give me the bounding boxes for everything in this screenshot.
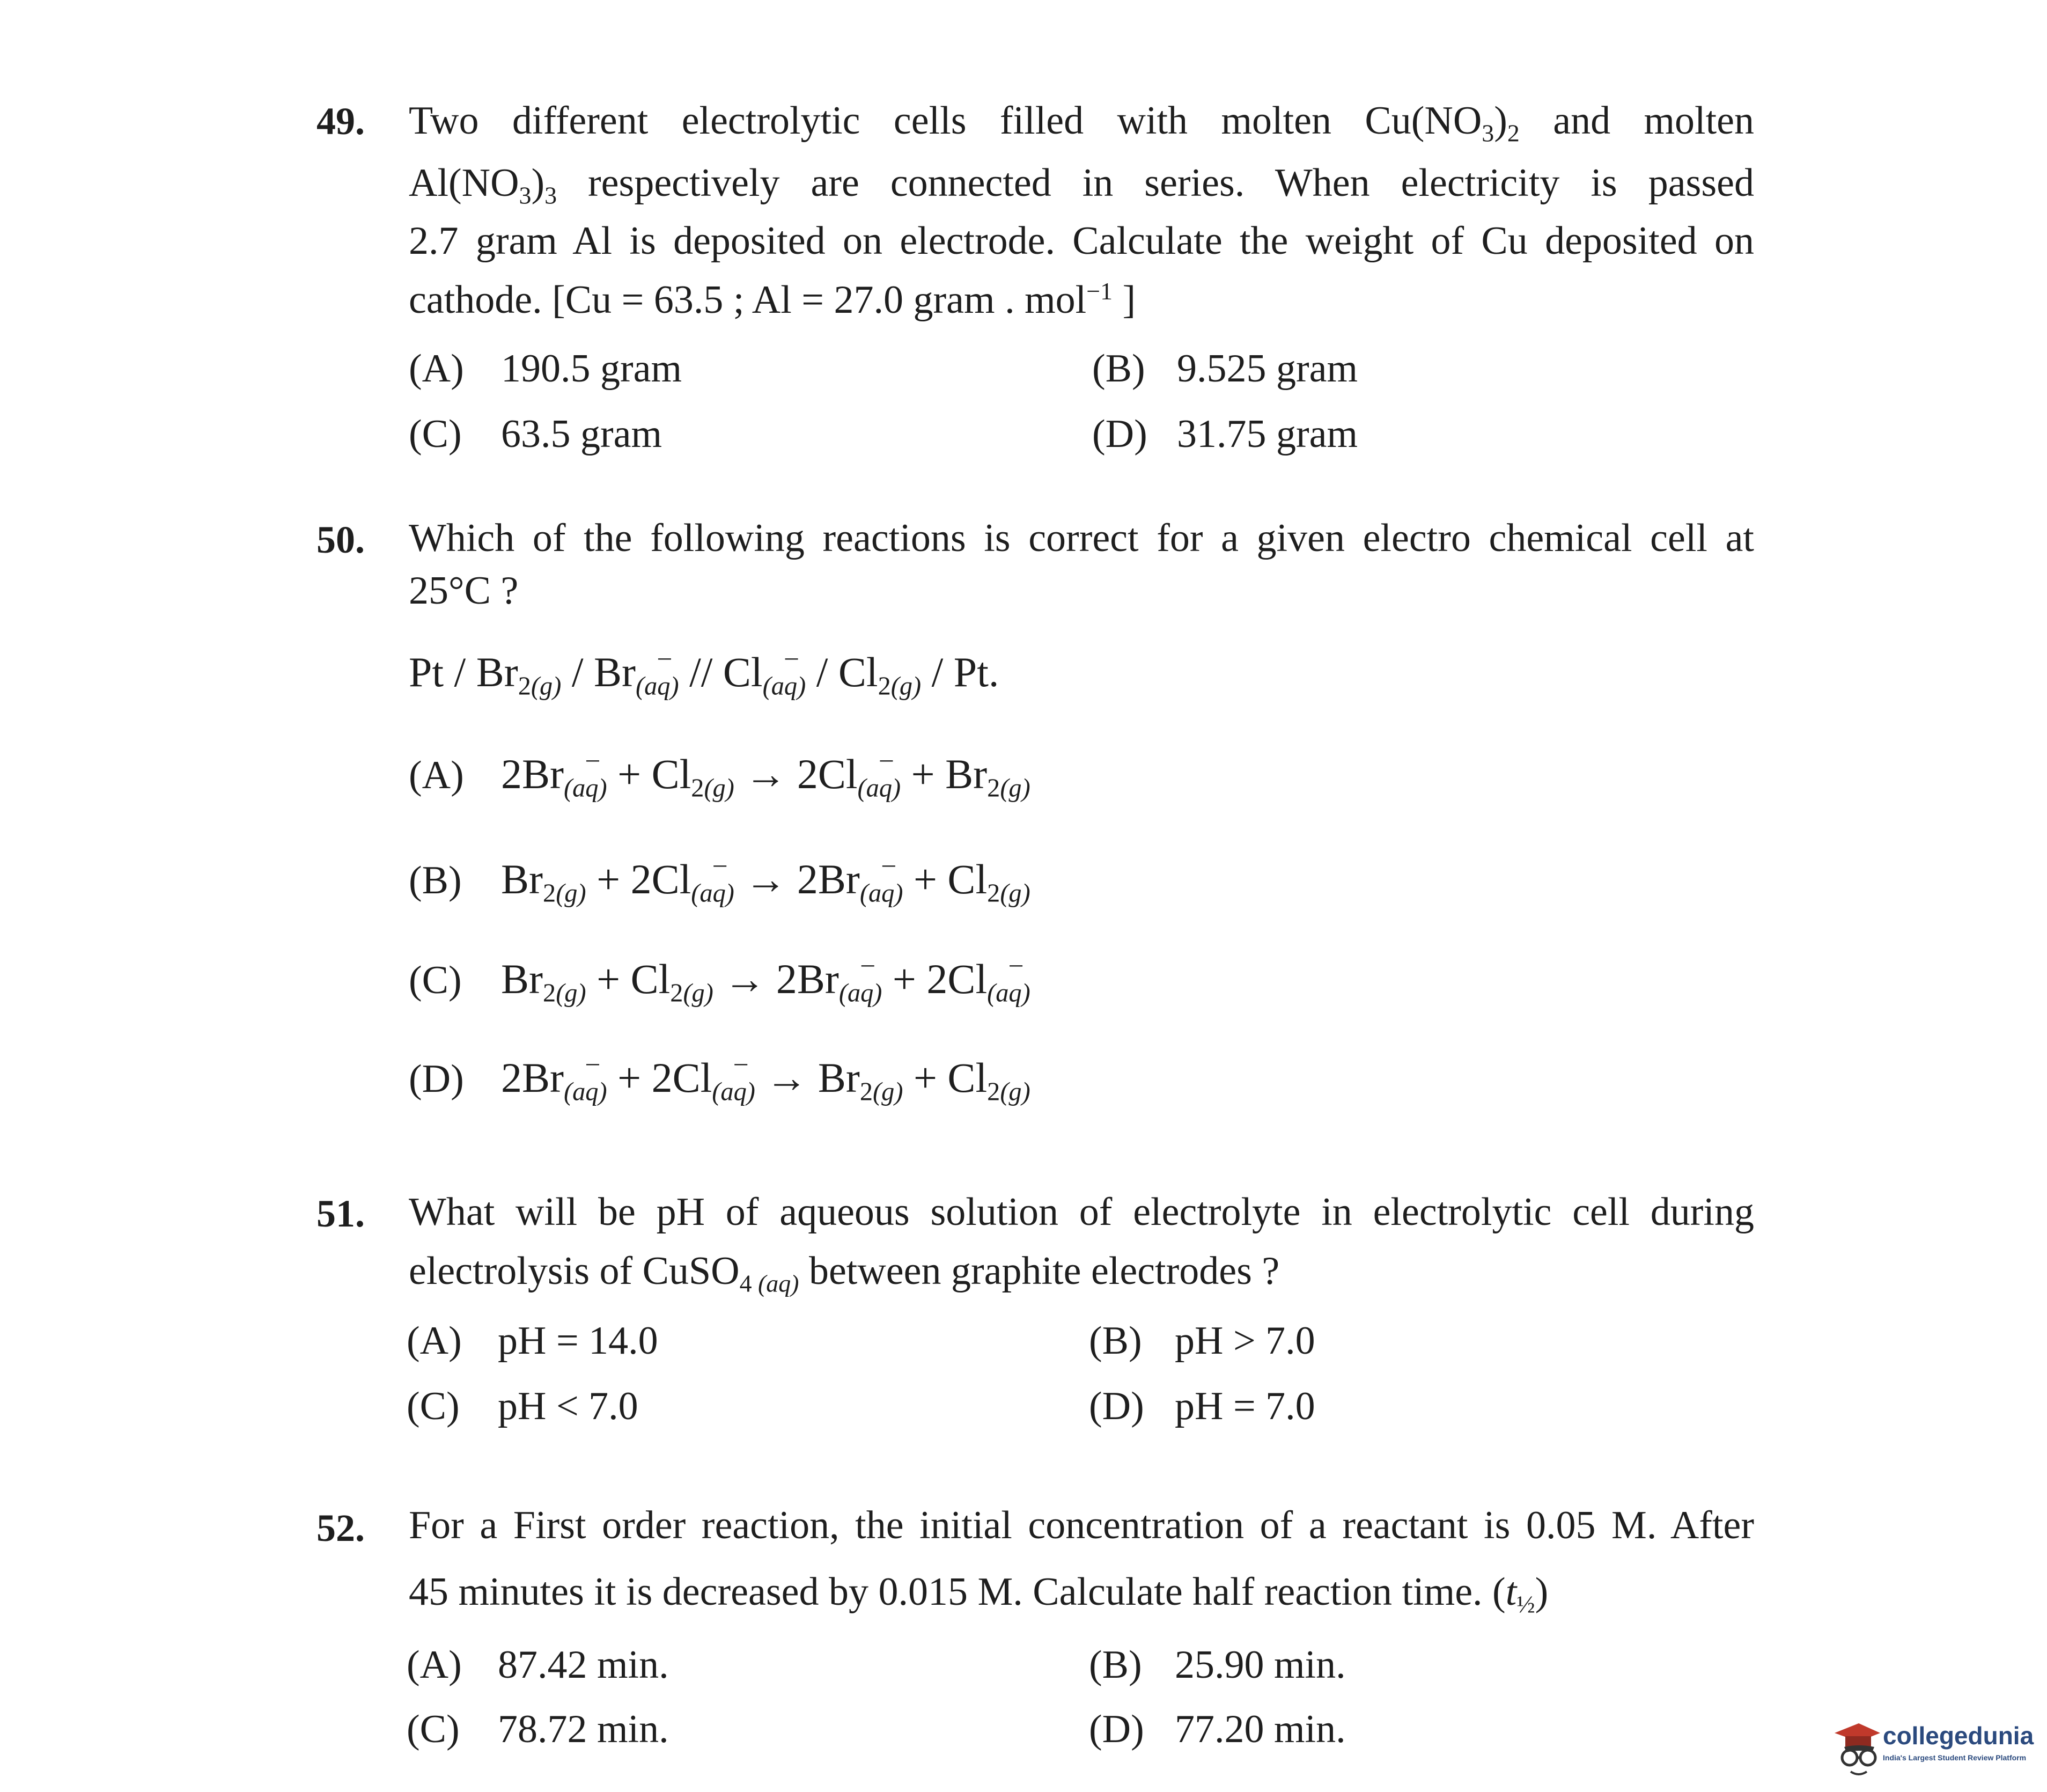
q52-line2: 45 minutes it is decreased by 0.015 M. Calculate half reaction time. $(t_{\frac{1}{2}})$ bbox=[409, 1570, 1549, 1618]
q51-line1: What will be pH of aqueous solution of electrolyte in electrolytic cell during bbox=[409, 1190, 1754, 1234]
question-text-line bbox=[409, 1570, 1754, 1618]
option-label: (A) bbox=[409, 347, 464, 391]
question-number: 51. bbox=[316, 1192, 365, 1235]
option-text: 2Br – $_{(aq)}$ + 2Cl – $_{(aq)} \to Br_{2(g)} + Cl_{2(g)}$ bbox=[501, 1048, 1030, 1106]
question-number: 50. bbox=[316, 518, 365, 561]
option-text: $Br_{2(g)} + 2Cl$ – $_{(aq)}$ → 2Br – $_{(aq)} + Cl_{2(g)}$ bbox=[501, 849, 1030, 908]
option-c[interactable] bbox=[409, 414, 662, 454]
option-label: (A) bbox=[409, 753, 464, 797]
q50-line2: 25°C ? bbox=[409, 569, 519, 613]
option-label: (C) bbox=[409, 958, 462, 1002]
option-label: (C) bbox=[409, 412, 462, 456]
option-b[interactable] bbox=[1089, 1321, 1315, 1361]
option-text: pH = 14.0 bbox=[498, 1319, 658, 1363]
q50-line1: Which of the following reactions is correct for a given electro chemical cell at bbox=[409, 516, 1754, 560]
q49-line1: Two different electrolytic cells filled with molten $Cu(NO_3)_2$ and molten bbox=[409, 99, 1754, 147]
option-d[interactable] bbox=[1089, 1386, 1315, 1426]
question-text-line bbox=[409, 161, 1754, 209]
option-text: 25.90 min. bbox=[1175, 1643, 1346, 1687]
q49-line3: 2.7 gram Al is deposited on electrode. Calculate the weight of Cu deposited on bbox=[409, 219, 1754, 263]
option-d[interactable] bbox=[409, 1048, 1030, 1106]
option-a[interactable] bbox=[409, 744, 1030, 803]
option-label: (B) bbox=[1092, 347, 1145, 391]
option-c[interactable] bbox=[407, 1709, 669, 1749]
logo-tagline: India's Largest Student Review Platform bbox=[1883, 1753, 2027, 1762]
option-text: 63.5 gram bbox=[501, 412, 662, 456]
option-label: (B) bbox=[1089, 1643, 1142, 1687]
option-label: (B) bbox=[409, 858, 462, 902]
question-text-line bbox=[409, 277, 1754, 322]
option-label: (A) bbox=[407, 1319, 462, 1363]
option-a[interactable] bbox=[409, 347, 682, 391]
option-text: 190.5 gram bbox=[501, 347, 682, 391]
graduate-icon bbox=[1829, 1712, 1883, 1781]
option-text: 2Br – $_{(aq)} + Cl_{2(g)} \to 2Cl$ – $_{(aq)} + Br_{2(g)}$ bbox=[501, 744, 1030, 803]
option-label: (D) bbox=[1092, 412, 1147, 456]
option-label: (D) bbox=[1089, 1384, 1144, 1428]
question-text-line bbox=[409, 518, 1754, 558]
option-b[interactable] bbox=[1089, 1645, 1346, 1685]
question-text-line bbox=[409, 99, 1754, 147]
question-text-line bbox=[409, 571, 1754, 611]
cell-notation: Pt / $Br_{2(g)}$ / Br – $_{(aq)}$ // Cl – $_{(aq)} / Cl_{2(g)}$ / Pt. bbox=[409, 642, 999, 701]
question-text-line bbox=[409, 1192, 1754, 1232]
option-label: (A) bbox=[407, 1643, 462, 1687]
question-number: 49. bbox=[316, 100, 365, 143]
option-label: (D) bbox=[1089, 1707, 1144, 1751]
option-d[interactable] bbox=[1089, 1709, 1346, 1749]
q51-line2: electrolysis of CuSO$_{4 (aq)}$ between graphite electrodes ? bbox=[409, 1249, 1280, 1297]
option-text: 31.75 gram bbox=[1177, 412, 1358, 456]
option-label: (C) bbox=[407, 1707, 460, 1751]
option-b[interactable] bbox=[1092, 347, 1358, 391]
option-label: (D) bbox=[409, 1057, 464, 1101]
option-d[interactable] bbox=[1092, 414, 1358, 454]
option-text: 87.42 min. bbox=[498, 1643, 669, 1687]
option-text: $Br_{2(g)} + Cl_{2(g)} \to 2Br$ – $_{(aq)}$ + 2Cl – $_{(aq)}$ bbox=[501, 949, 1030, 1008]
option-label: (B) bbox=[1089, 1319, 1142, 1363]
option-c[interactable] bbox=[407, 1386, 638, 1426]
option-text: 77.20 min. bbox=[1175, 1707, 1346, 1751]
question-text-line bbox=[409, 1249, 1754, 1297]
option-text: pH > 7.0 bbox=[1175, 1319, 1315, 1363]
option-c[interactable] bbox=[409, 949, 1030, 1008]
q49-line4: cathode. [Cu = 63.5 ; Al = 27.0 gram . mol$^{-1}$ ] bbox=[409, 277, 1136, 322]
question-number: 52. bbox=[316, 1507, 365, 1549]
logo-name: collegedunia bbox=[1883, 1722, 2034, 1750]
question-text-line bbox=[409, 221, 1754, 261]
question-text-line bbox=[409, 1505, 1754, 1545]
option-text: 78.72 min. bbox=[498, 1707, 669, 1751]
q52-line1: For a First order reaction, the initial concentration of a reactant is 0.05 M. After bbox=[409, 1503, 1754, 1547]
option-text: pH = 7.0 bbox=[1175, 1384, 1315, 1428]
option-text: pH < 7.0 bbox=[498, 1384, 638, 1428]
option-b[interactable] bbox=[409, 849, 1030, 908]
option-a[interactable] bbox=[407, 1321, 658, 1361]
option-text: 9.525 gram bbox=[1177, 347, 1358, 391]
option-label: (C) bbox=[407, 1384, 460, 1428]
collegedunia-logo[interactable] bbox=[1829, 1712, 2033, 1781]
option-a[interactable] bbox=[407, 1645, 669, 1685]
q49-line2: $Al(NO_3)_3$ respectively are connected in series. When electricity is passed bbox=[409, 161, 1754, 209]
